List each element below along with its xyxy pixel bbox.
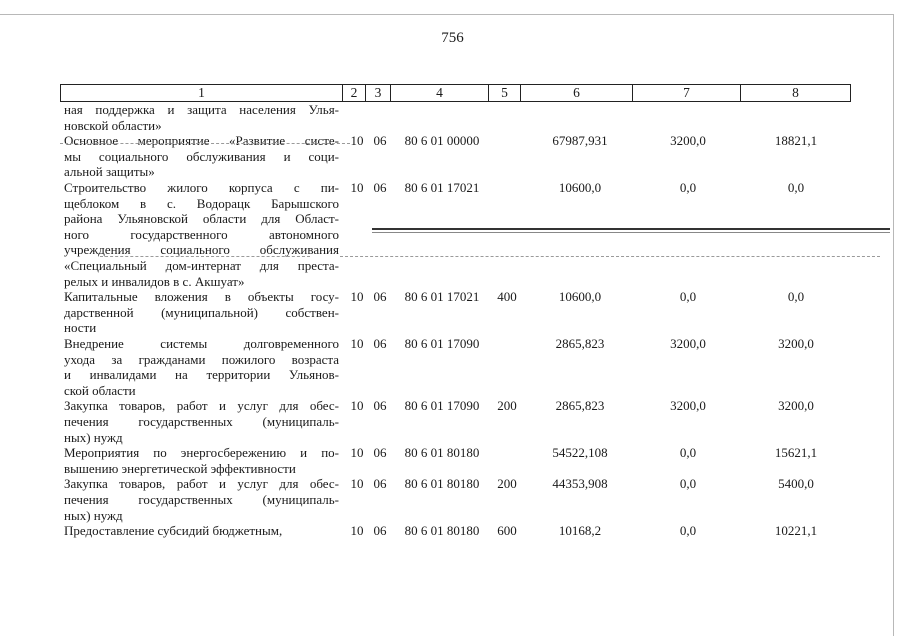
row-description <box>64 523 339 539</box>
table-body <box>0 102 905 539</box>
row-description <box>64 476 339 523</box>
description-line: щеблоком в с. Водорацк Барышского <box>64 195 339 211</box>
header-col-2: 2 <box>343 85 366 101</box>
amount-year-2-cell: 3200,0 <box>670 398 706 414</box>
description-line: ской области <box>64 382 136 398</box>
table-row <box>0 133 905 180</box>
description-line: ная поддержка и защита населения Улья- <box>64 102 339 117</box>
table-header <box>60 84 851 102</box>
section-cell: 10 <box>350 445 364 461</box>
section-cell: 10 <box>350 335 364 351</box>
target-article-cell: 80 6 01 80180 <box>404 445 480 461</box>
page-number: 756 <box>441 30 464 46</box>
header-col-3: 3 <box>366 85 391 101</box>
expense-type-cell: 200 <box>497 476 517 492</box>
section-cell: 10 <box>350 523 364 539</box>
amount-year-3-cell: 18821,1 <box>774 133 818 149</box>
amount-year-2-cell: 0,0 <box>679 476 697 492</box>
subsection-cell: 06 <box>373 523 387 539</box>
row-description <box>64 102 339 133</box>
section-cell: 10 <box>350 133 364 149</box>
amount-year-1-cell: 2865,823 <box>555 398 605 414</box>
row-description <box>64 289 339 336</box>
description-line: релых и инвалидов в с. Акшуат» <box>64 273 245 289</box>
description-line: Капитальные вложения в объекты госу- <box>64 289 339 305</box>
description-line: и инвалидами на территории Ульянов- <box>64 367 339 383</box>
section-cell: 10 <box>350 289 364 305</box>
scan-rule-thick <box>372 228 890 230</box>
table-row <box>0 398 905 445</box>
amount-year-1-cell: 10600,0 <box>558 179 602 195</box>
row-description <box>64 445 339 476</box>
header-col-1: 1 <box>61 85 343 101</box>
target-article-cell: 80 6 01 17090 <box>404 398 480 414</box>
description-line: «Специальный дом-интернат для преста- <box>64 257 339 273</box>
subsection-cell: 06 <box>373 179 387 195</box>
subsection-cell: 06 <box>373 398 387 414</box>
expense-type-cell: 600 <box>497 523 517 539</box>
scan-dash-artifact <box>340 256 880 257</box>
target-article-cell: 80 6 01 17021 <box>404 289 480 305</box>
description-line: альной защиты» <box>64 164 155 180</box>
amount-year-3-cell: 15621,1 <box>774 445 818 461</box>
description-line: ного государственного автономного <box>64 226 339 242</box>
amount-year-3-cell: 0,0 <box>787 289 805 305</box>
section-cell: 10 <box>350 179 364 195</box>
amount-year-1-cell: 10168,2 <box>558 523 602 539</box>
description-line: новской области» <box>64 117 162 133</box>
amount-year-2-cell: 3200,0 <box>670 133 706 149</box>
scan-dash-artifact <box>60 143 350 144</box>
subsection-cell: 06 <box>373 289 387 305</box>
table-row <box>0 180 905 289</box>
expense-type-cell: 200 <box>497 398 517 414</box>
header-col-6: 6 <box>521 85 633 101</box>
section-cell: 10 <box>350 476 364 492</box>
header-col-4: 4 <box>391 85 489 101</box>
amount-year-1-cell: 54522,108 <box>552 445 608 461</box>
target-article-cell: 80 6 01 17021 <box>404 179 480 195</box>
scan-dash-artifact <box>100 256 310 257</box>
description-line: Закупка товаров, работ и услуг для обес- <box>64 476 339 492</box>
amount-year-2-cell: 0,0 <box>679 179 697 195</box>
amount-year-2-cell: 3200,0 <box>670 335 706 351</box>
description-line: учреждения социального обслуживания <box>64 242 339 258</box>
scan-border-top <box>0 14 893 15</box>
table-row <box>0 289 905 336</box>
subsection-cell: 06 <box>373 445 387 461</box>
amount-year-2-cell: 0,0 <box>679 289 697 305</box>
table-row <box>0 476 905 523</box>
subsection-cell: 06 <box>373 335 387 351</box>
description-line: Строительство жилого корпуса с пи- <box>64 179 339 195</box>
target-article-cell: 80 6 01 00000 <box>404 133 480 149</box>
amount-year-1-cell: 44353,908 <box>552 476 608 492</box>
description-line: Мероприятия по энергосбережению и по- <box>64 445 339 461</box>
section-cell: 10 <box>350 398 364 414</box>
description-line: ухода за гражданами пожилого возраста <box>64 351 339 367</box>
row-description <box>64 336 339 398</box>
target-article-cell: 80 6 01 80180 <box>404 523 480 539</box>
amount-year-1-cell: 10600,0 <box>558 289 602 305</box>
expense-type-cell: 400 <box>497 289 517 305</box>
amount-year-1-cell: 2865,823 <box>555 335 605 351</box>
target-article-cell: 80 6 01 80180 <box>404 476 480 492</box>
amount-year-3-cell: 5400,0 <box>778 476 814 492</box>
amount-year-3-cell: 3200,0 <box>778 335 814 351</box>
amount-year-3-cell: 10221,1 <box>774 523 818 539</box>
row-description <box>64 133 339 180</box>
description-line: Внедрение системы долговременного <box>64 335 339 351</box>
description-line: Основное мероприятие «Развитие систе- <box>64 133 339 149</box>
target-article-cell: 80 6 01 17090 <box>404 335 480 351</box>
header-col-5: 5 <box>489 85 521 101</box>
description-line: Закупка товаров, работ и услуг для обес- <box>64 398 339 414</box>
amount-year-2-cell: 0,0 <box>679 523 697 539</box>
table-row <box>0 523 905 539</box>
description-line: дарственной (муниципальной) собствен- <box>64 304 339 320</box>
description-line: печения государственных (муниципаль- <box>64 413 339 429</box>
description-line: вышению энергетической эффективности <box>64 460 296 476</box>
description-line: мы социального обслуживания и соци- <box>64 148 339 164</box>
amount-year-1-cell: 67987,931 <box>552 133 608 149</box>
row-description <box>64 180 339 289</box>
table-row <box>0 102 905 133</box>
table-row <box>0 336 905 398</box>
description-line: Предоставление субсидий бюджетным, <box>64 523 283 539</box>
scan-rule-thin <box>372 232 890 233</box>
description-line: ных) нужд <box>64 429 123 445</box>
amount-year-3-cell: 3200,0 <box>778 398 814 414</box>
row-description <box>64 398 339 445</box>
subsection-cell: 06 <box>373 133 387 149</box>
description-line: печения государственных (муниципаль- <box>64 491 339 507</box>
subsection-cell: 06 <box>373 476 387 492</box>
amount-year-3-cell: 0,0 <box>787 179 805 195</box>
description-line: ности <box>64 320 97 336</box>
description-line: ных) нужд <box>64 507 123 523</box>
description-line: района Ульяновской области для Област- <box>64 211 339 227</box>
header-col-7: 7 <box>633 85 741 101</box>
amount-year-2-cell: 0,0 <box>679 445 697 461</box>
table-row <box>0 445 905 476</box>
header-col-8: 8 <box>792 85 799 100</box>
